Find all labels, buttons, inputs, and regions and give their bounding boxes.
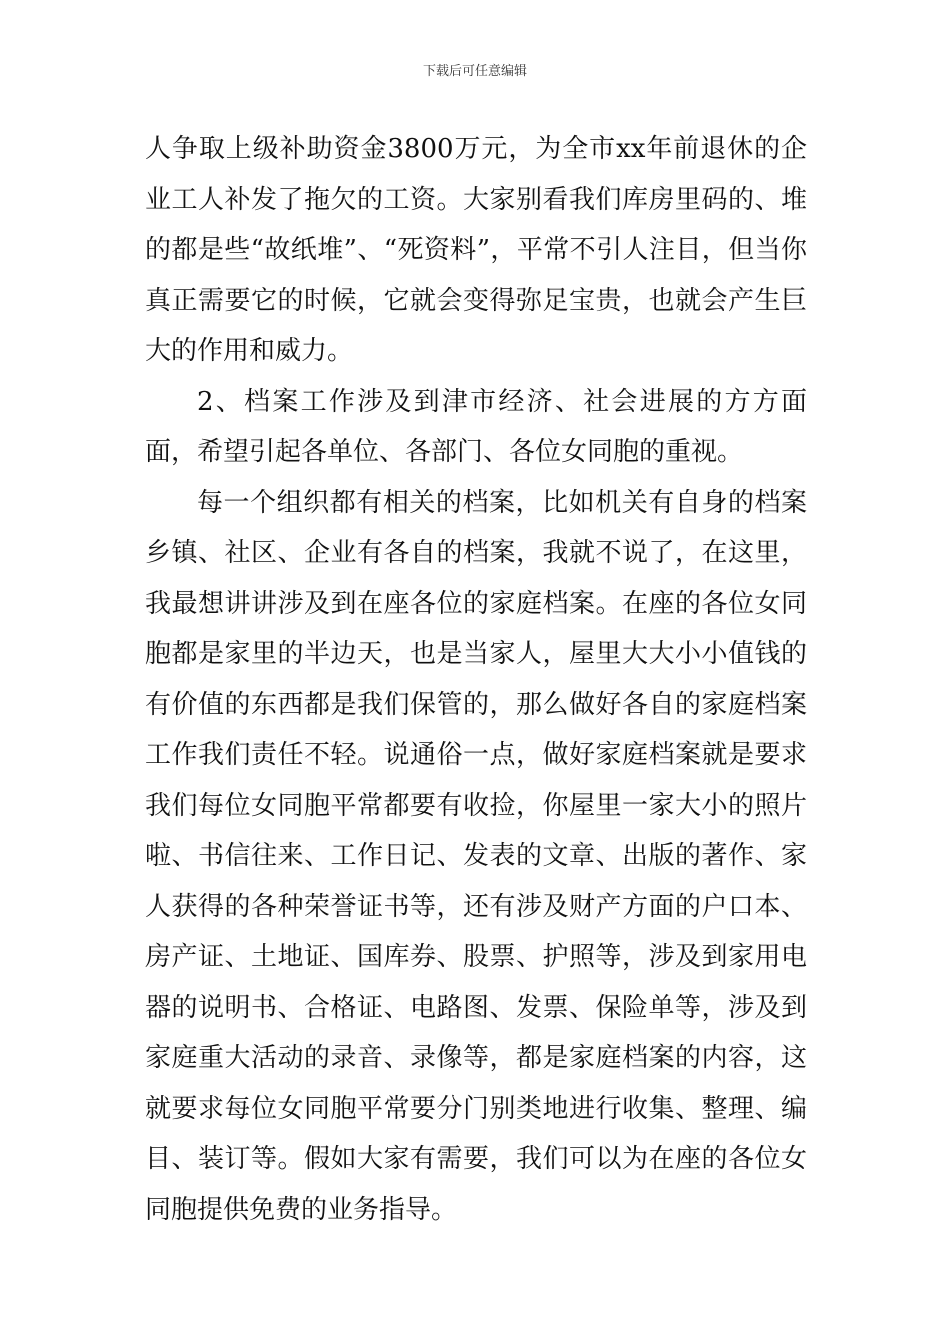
paragraph-item-2: 2、档案工作涉及到津市经济、社会进展的方方面面，希望引起各单位、各部门、各位女同胞的重视。 [145,386,807,467]
paragraph-continuation: 人争取上级补助资金3800万元，为全市xx年前退休的企业工人补发了拖欠的工资。大家别看我们库房里码的、堆的都是些“故纸堆”、“死资料”，平常不引人注目，但当你真正需要它的时候，它就会变得弥足宝贵，也就会产生巨大的作用和威力。 [145,134,807,366]
document-body [145,124,807,1235]
page-header: 下载后可任意编辑 [422,64,527,79]
paragraph-family-archives: 每一个组织都有相关的档案，比如机关有自身的档案乡镇、社区、企业有各自的档案，我就不说了，在这里，我最想讲讲涉及到在座各位的家庭档案。在座的各位女同胞都是家里的半边天，也是当家人，屋里大大小小值钱的有价值的东西都是我们保管的，那么做好各自的家庭档案工作我们责任不轻。说通俗一点，做好家庭档案就是要求我们每位女同胞平常都要有收捡，你屋里一家大小的照片啦、书信往来、工作日记、发表的文章、出版的著作、家人获得的各种荣誉证书等，还有涉及财产方面的户口本、房产证、土地证、国库券、股票、护照等，涉及到家用电器的说明书、合格证、电路图、发票、保险单等，涉及到家庭重大活动的录音、录像等，都是家庭档案的内容，这就要求每位女同胞平常要分门别类地进行收集、整理、编目、装订等。假如大家有需要，我们可以为在座的各位女同胞提供免费的业务指导。 [145,487,807,1225]
